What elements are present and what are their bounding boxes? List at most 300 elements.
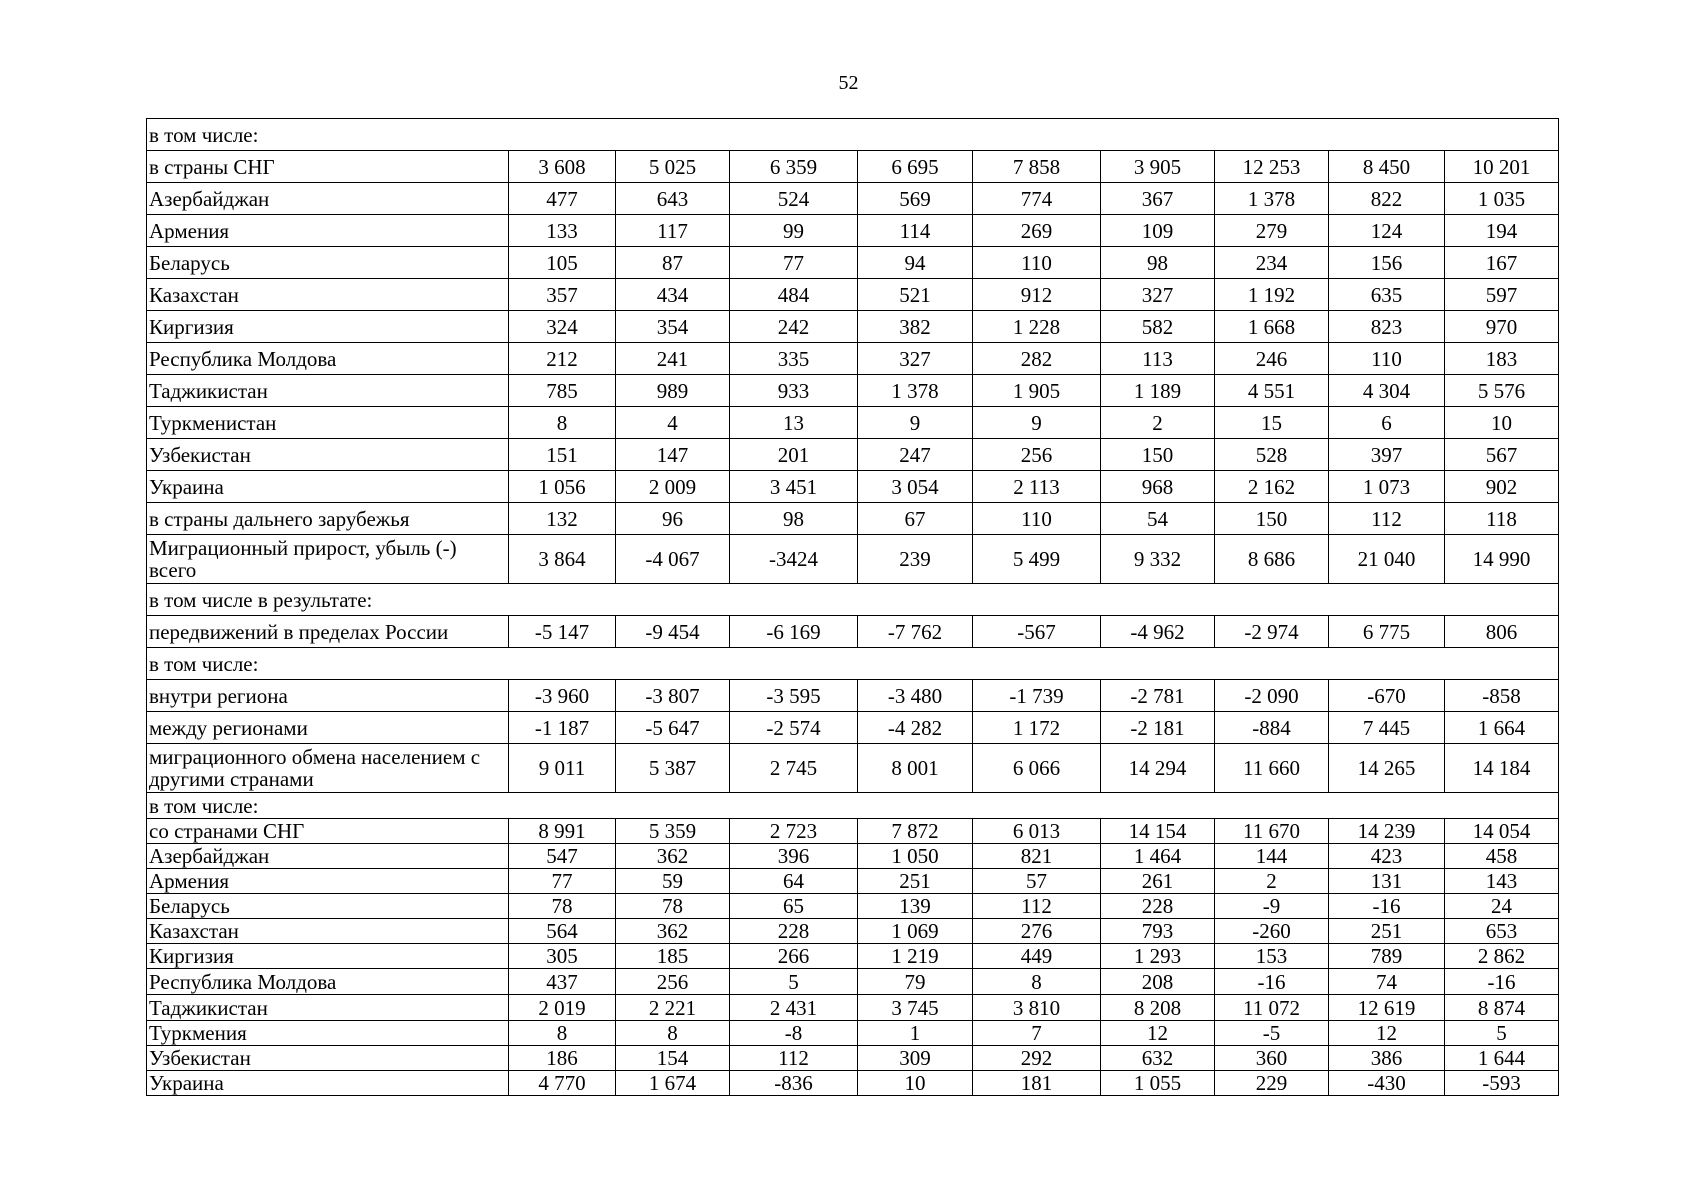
value-cell: 912 xyxy=(973,279,1101,311)
value-cell: 2 745 xyxy=(730,744,858,793)
value-cell: 14 294 xyxy=(1101,744,1215,793)
value-cell: 6 695 xyxy=(858,151,973,183)
value-cell: 14 154 xyxy=(1101,819,1215,844)
value-cell: 397 xyxy=(1329,439,1445,471)
value-cell: 77 xyxy=(730,247,858,279)
table-row xyxy=(147,995,1559,1021)
value-cell: 109 xyxy=(1101,215,1215,247)
value-cell: 65 xyxy=(730,894,858,919)
value-cell: 653 xyxy=(1445,919,1559,944)
value-cell: 2 162 xyxy=(1215,471,1329,503)
section-row xyxy=(147,119,1559,151)
value-cell: 9 332 xyxy=(1101,535,1215,584)
value-cell: 5 xyxy=(730,969,858,995)
table-row xyxy=(147,215,1559,247)
value-cell: 643 xyxy=(616,183,730,215)
value-cell: 2 xyxy=(1215,869,1329,894)
value-cell: 12 619 xyxy=(1329,995,1445,1021)
value-cell: 139 xyxy=(858,894,973,919)
migration-table xyxy=(146,118,1559,1096)
value-cell: 1 228 xyxy=(973,311,1101,343)
value-cell: 567 xyxy=(1445,439,1559,471)
table-row xyxy=(147,247,1559,279)
value-cell: 282 xyxy=(973,343,1101,375)
table-row xyxy=(147,844,1559,869)
value-cell: 87 xyxy=(616,247,730,279)
table-row xyxy=(147,535,1559,584)
value-cell: 327 xyxy=(1101,279,1215,311)
value-cell: 144 xyxy=(1215,844,1329,869)
row-label: внутри региона xyxy=(147,680,509,712)
value-cell: 1 905 xyxy=(973,375,1101,407)
value-cell: 105 xyxy=(509,247,616,279)
value-cell: 24 xyxy=(1445,894,1559,919)
table-row xyxy=(147,407,1559,439)
row-label: Беларусь xyxy=(147,247,509,279)
value-cell: 261 xyxy=(1101,869,1215,894)
value-cell: 367 xyxy=(1101,183,1215,215)
value-cell: 67 xyxy=(858,503,973,535)
value-cell: 110 xyxy=(973,503,1101,535)
value-cell: 933 xyxy=(730,375,858,407)
value-cell: 242 xyxy=(730,311,858,343)
value-cell: 635 xyxy=(1329,279,1445,311)
value-cell: -4 962 xyxy=(1101,616,1215,648)
value-cell: 1 035 xyxy=(1445,183,1559,215)
value-cell: 269 xyxy=(973,215,1101,247)
value-cell: 6 359 xyxy=(730,151,858,183)
value-cell: 153 xyxy=(1215,944,1329,969)
value-cell: 279 xyxy=(1215,215,1329,247)
row-label: Миграционный прирост, убыль (-) всего xyxy=(147,535,509,584)
section-label: в том числе в результате: xyxy=(147,584,1559,616)
table-row xyxy=(147,183,1559,215)
section-row xyxy=(147,793,1559,819)
value-cell: 10 xyxy=(1445,407,1559,439)
value-cell: 7 xyxy=(973,1021,1101,1046)
value-cell: -6 169 xyxy=(730,616,858,648)
value-cell: 806 xyxy=(1445,616,1559,648)
table-row xyxy=(147,471,1559,503)
value-cell: 6 066 xyxy=(973,744,1101,793)
value-cell: 21 040 xyxy=(1329,535,1445,584)
value-cell: 228 xyxy=(1101,894,1215,919)
value-cell: 1 674 xyxy=(616,1071,730,1096)
value-cell: 98 xyxy=(730,503,858,535)
value-cell: 118 xyxy=(1445,503,1559,535)
value-cell: 234 xyxy=(1215,247,1329,279)
value-cell: 10 201 xyxy=(1445,151,1559,183)
value-cell: 362 xyxy=(616,844,730,869)
row-label: Республика Молдова xyxy=(147,343,509,375)
table-row xyxy=(147,503,1559,535)
section-row xyxy=(147,584,1559,616)
value-cell: 276 xyxy=(973,919,1101,944)
value-cell: 8 001 xyxy=(858,744,973,793)
value-cell: 597 xyxy=(1445,279,1559,311)
value-cell: 3 745 xyxy=(858,995,973,1021)
section-label: в том числе: xyxy=(147,648,1559,680)
value-cell: 1 378 xyxy=(1215,183,1329,215)
row-label: миграционного обмена населением с другими странами xyxy=(147,744,509,793)
row-label: Армения xyxy=(147,215,509,247)
value-cell: 181 xyxy=(973,1071,1101,1096)
row-label: Туркменистан xyxy=(147,407,509,439)
table-row xyxy=(147,279,1559,311)
table-row xyxy=(147,680,1559,712)
row-label: Армения xyxy=(147,869,509,894)
table-row xyxy=(147,1021,1559,1046)
table-row xyxy=(147,919,1559,944)
value-cell: 382 xyxy=(858,311,973,343)
value-cell: 112 xyxy=(973,894,1101,919)
value-cell: 7 445 xyxy=(1329,712,1445,744)
table-row xyxy=(147,969,1559,995)
value-cell: 305 xyxy=(509,944,616,969)
value-cell: 437 xyxy=(509,969,616,995)
value-cell: 2 723 xyxy=(730,819,858,844)
value-cell: 2 xyxy=(1101,407,1215,439)
value-cell: 6 xyxy=(1329,407,1445,439)
value-cell: 112 xyxy=(1329,503,1445,535)
value-cell: 582 xyxy=(1101,311,1215,343)
value-cell: 822 xyxy=(1329,183,1445,215)
value-cell: 521 xyxy=(858,279,973,311)
value-cell: 132 xyxy=(509,503,616,535)
value-cell: -3 595 xyxy=(730,680,858,712)
value-cell: 8 686 xyxy=(1215,535,1329,584)
row-label: Киргизия xyxy=(147,311,509,343)
value-cell: 150 xyxy=(1101,439,1215,471)
value-cell: 239 xyxy=(858,535,973,584)
value-cell: 256 xyxy=(616,969,730,995)
value-cell: 360 xyxy=(1215,1046,1329,1071)
value-cell: -8 xyxy=(730,1021,858,1046)
row-label: в страны СНГ xyxy=(147,151,509,183)
value-cell: 266 xyxy=(730,944,858,969)
value-cell: 11 072 xyxy=(1215,995,1329,1021)
value-cell: 8 xyxy=(509,1021,616,1046)
value-cell: 8 xyxy=(616,1021,730,1046)
value-cell: 3 864 xyxy=(509,535,616,584)
value-cell: 6 013 xyxy=(973,819,1101,844)
value-cell: 114 xyxy=(858,215,973,247)
value-cell: -4 282 xyxy=(858,712,973,744)
value-cell: 564 xyxy=(509,919,616,944)
value-cell: 2 019 xyxy=(509,995,616,1021)
value-cell: 434 xyxy=(616,279,730,311)
value-cell: 484 xyxy=(730,279,858,311)
value-cell: 110 xyxy=(1329,343,1445,375)
value-cell: 8 xyxy=(509,407,616,439)
value-cell: 117 xyxy=(616,215,730,247)
value-cell: 78 xyxy=(616,894,730,919)
value-cell: 201 xyxy=(730,439,858,471)
value-cell: 2 431 xyxy=(730,995,858,1021)
value-cell: 528 xyxy=(1215,439,1329,471)
value-cell: 3 608 xyxy=(509,151,616,183)
value-cell: 154 xyxy=(616,1046,730,1071)
value-cell: 1 192 xyxy=(1215,279,1329,311)
row-label: Азербайджан xyxy=(147,844,509,869)
value-cell: 1 464 xyxy=(1101,844,1215,869)
value-cell: 354 xyxy=(616,311,730,343)
value-cell: 4 770 xyxy=(509,1071,616,1096)
value-cell: 362 xyxy=(616,919,730,944)
value-cell: 59 xyxy=(616,869,730,894)
value-cell: 241 xyxy=(616,343,730,375)
value-cell: 8 450 xyxy=(1329,151,1445,183)
value-cell: 1 664 xyxy=(1445,712,1559,744)
value-cell: -16 xyxy=(1445,969,1559,995)
value-cell: 229 xyxy=(1215,1071,1329,1096)
value-cell: 3 905 xyxy=(1101,151,1215,183)
value-cell: 1 069 xyxy=(858,919,973,944)
value-cell: 12 xyxy=(1101,1021,1215,1046)
value-cell: -567 xyxy=(973,616,1101,648)
value-cell: 78 xyxy=(509,894,616,919)
value-cell: 4 304 xyxy=(1329,375,1445,407)
value-cell: 77 xyxy=(509,869,616,894)
value-cell: -7 762 xyxy=(858,616,973,648)
value-cell: 57 xyxy=(973,869,1101,894)
row-label: Беларусь xyxy=(147,894,509,919)
value-cell: 309 xyxy=(858,1046,973,1071)
value-cell: 15 xyxy=(1215,407,1329,439)
table-row xyxy=(147,151,1559,183)
value-cell: -593 xyxy=(1445,1071,1559,1096)
value-cell: 547 xyxy=(509,844,616,869)
table-row xyxy=(147,1071,1559,1096)
value-cell: -3 960 xyxy=(509,680,616,712)
value-cell: 98 xyxy=(1101,247,1215,279)
value-cell: 821 xyxy=(973,844,1101,869)
table-row xyxy=(147,343,1559,375)
value-cell: -16 xyxy=(1329,894,1445,919)
value-cell: -3 807 xyxy=(616,680,730,712)
table-row xyxy=(147,311,1559,343)
row-label: Азербайджан xyxy=(147,183,509,215)
value-cell: -9 xyxy=(1215,894,1329,919)
value-cell: -4 067 xyxy=(616,535,730,584)
value-cell: 2 221 xyxy=(616,995,730,1021)
table-body xyxy=(147,119,1559,1096)
value-cell: 13 xyxy=(730,407,858,439)
value-cell: 2 009 xyxy=(616,471,730,503)
value-cell: 14 990 xyxy=(1445,535,1559,584)
value-cell: 4 551 xyxy=(1215,375,1329,407)
value-cell: 3 054 xyxy=(858,471,973,503)
value-cell: 396 xyxy=(730,844,858,869)
value-cell: -16 xyxy=(1215,969,1329,995)
value-cell: 423 xyxy=(1329,844,1445,869)
value-cell: 8 874 xyxy=(1445,995,1559,1021)
value-cell: 150 xyxy=(1215,503,1329,535)
value-cell: 247 xyxy=(858,439,973,471)
value-cell: 5 576 xyxy=(1445,375,1559,407)
value-cell: 5 xyxy=(1445,1021,1559,1046)
value-cell: 11 670 xyxy=(1215,819,1329,844)
value-cell: 1 668 xyxy=(1215,311,1329,343)
value-cell: -5 147 xyxy=(509,616,616,648)
row-label: Казахстан xyxy=(147,279,509,311)
value-cell: 477 xyxy=(509,183,616,215)
value-cell: 9 xyxy=(858,407,973,439)
value-cell: 79 xyxy=(858,969,973,995)
value-cell: 110 xyxy=(973,247,1101,279)
value-cell: 14 239 xyxy=(1329,819,1445,844)
value-cell: 74 xyxy=(1329,969,1445,995)
value-cell: 1 172 xyxy=(973,712,1101,744)
value-cell: -9 454 xyxy=(616,616,730,648)
value-cell: 151 xyxy=(509,439,616,471)
row-label: между регионами xyxy=(147,712,509,744)
value-cell: 124 xyxy=(1329,215,1445,247)
row-label: передвижений в пределах России xyxy=(147,616,509,648)
value-cell: -1 187 xyxy=(509,712,616,744)
value-cell: 186 xyxy=(509,1046,616,1071)
value-cell: 1 189 xyxy=(1101,375,1215,407)
value-cell: 1 219 xyxy=(858,944,973,969)
value-cell: 3 451 xyxy=(730,471,858,503)
value-cell: -2 974 xyxy=(1215,616,1329,648)
value-cell: 793 xyxy=(1101,919,1215,944)
row-label: Узбекистан xyxy=(147,439,509,471)
row-label: Туркмения xyxy=(147,1021,509,1046)
value-cell: 7 858 xyxy=(973,151,1101,183)
value-cell: -2 781 xyxy=(1101,680,1215,712)
value-cell: -884 xyxy=(1215,712,1329,744)
row-label: Таджикистан xyxy=(147,375,509,407)
value-cell: 6 775 xyxy=(1329,616,1445,648)
value-cell: 449 xyxy=(973,944,1101,969)
value-cell: 147 xyxy=(616,439,730,471)
value-cell: 246 xyxy=(1215,343,1329,375)
value-cell: 208 xyxy=(1101,969,1215,995)
value-cell: 54 xyxy=(1101,503,1215,535)
row-label: в страны дальнего зарубежья xyxy=(147,503,509,535)
value-cell: 133 xyxy=(509,215,616,247)
value-cell: 8 991 xyxy=(509,819,616,844)
row-label: Таджикистан xyxy=(147,995,509,1021)
value-cell: 212 xyxy=(509,343,616,375)
value-cell: 335 xyxy=(730,343,858,375)
value-cell: 1 073 xyxy=(1329,471,1445,503)
value-cell: 96 xyxy=(616,503,730,535)
row-label: со странами СНГ xyxy=(147,819,509,844)
row-label: Украина xyxy=(147,1071,509,1096)
value-cell: 357 xyxy=(509,279,616,311)
value-cell: 113 xyxy=(1101,343,1215,375)
table-row xyxy=(147,944,1559,969)
value-cell: 251 xyxy=(1329,919,1445,944)
value-cell: 14 184 xyxy=(1445,744,1559,793)
value-cell: 1 050 xyxy=(858,844,973,869)
value-cell: 7 872 xyxy=(858,819,973,844)
row-label: Казахстан xyxy=(147,919,509,944)
table-row xyxy=(147,1046,1559,1071)
table-row xyxy=(147,616,1559,648)
value-cell: 12 253 xyxy=(1215,151,1329,183)
value-cell: -836 xyxy=(730,1071,858,1096)
section-label: в том числе: xyxy=(147,793,1559,819)
value-cell: 183 xyxy=(1445,343,1559,375)
value-cell: 774 xyxy=(973,183,1101,215)
value-cell: 823 xyxy=(1329,311,1445,343)
value-cell: 8 xyxy=(973,969,1101,995)
value-cell: 327 xyxy=(858,343,973,375)
section-row xyxy=(147,648,1559,680)
page-number: 52 xyxy=(838,72,859,94)
value-cell: 785 xyxy=(509,375,616,407)
value-cell: 185 xyxy=(616,944,730,969)
value-cell: -670 xyxy=(1329,680,1445,712)
value-cell: 4 xyxy=(616,407,730,439)
table-row xyxy=(147,439,1559,471)
value-cell: 1 644 xyxy=(1445,1046,1559,1071)
value-cell: -1 739 xyxy=(973,680,1101,712)
value-cell: 1 xyxy=(858,1021,973,1046)
value-cell: 5 025 xyxy=(616,151,730,183)
value-cell: -430 xyxy=(1329,1071,1445,1096)
value-cell: 9 xyxy=(973,407,1101,439)
value-cell: -5 xyxy=(1215,1021,1329,1046)
value-cell: 3 810 xyxy=(973,995,1101,1021)
value-cell: 1 055 xyxy=(1101,1071,1215,1096)
value-cell: 167 xyxy=(1445,247,1559,279)
value-cell: 10 xyxy=(858,1071,973,1096)
value-cell: -2 574 xyxy=(730,712,858,744)
table-row xyxy=(147,375,1559,407)
value-cell: 5 499 xyxy=(973,535,1101,584)
value-cell: 632 xyxy=(1101,1046,1215,1071)
table-row xyxy=(147,744,1559,793)
value-cell: 14 054 xyxy=(1445,819,1559,844)
value-cell: 194 xyxy=(1445,215,1559,247)
value-cell: 5 359 xyxy=(616,819,730,844)
value-cell: -858 xyxy=(1445,680,1559,712)
value-cell: 386 xyxy=(1329,1046,1445,1071)
value-cell: 989 xyxy=(616,375,730,407)
value-cell: 5 387 xyxy=(616,744,730,793)
value-cell: 99 xyxy=(730,215,858,247)
value-cell: 8 208 xyxy=(1101,995,1215,1021)
value-cell: 156 xyxy=(1329,247,1445,279)
value-cell: 2 862 xyxy=(1445,944,1559,969)
row-label: Узбекистан xyxy=(147,1046,509,1071)
section-label: в том числе: xyxy=(147,119,1559,151)
value-cell: 251 xyxy=(858,869,973,894)
value-cell: 64 xyxy=(730,869,858,894)
row-label: Киргизия xyxy=(147,944,509,969)
table-row xyxy=(147,894,1559,919)
value-cell: 94 xyxy=(858,247,973,279)
value-cell: 458 xyxy=(1445,844,1559,869)
table-row xyxy=(147,869,1559,894)
value-cell: 1 293 xyxy=(1101,944,1215,969)
value-cell: 112 xyxy=(730,1046,858,1071)
value-cell: 569 xyxy=(858,183,973,215)
value-cell: -2 181 xyxy=(1101,712,1215,744)
value-cell: -3424 xyxy=(730,535,858,584)
value-cell: 228 xyxy=(730,919,858,944)
value-cell: 131 xyxy=(1329,869,1445,894)
value-cell: 256 xyxy=(973,439,1101,471)
value-cell: 292 xyxy=(973,1046,1101,1071)
row-label: Республика Молдова xyxy=(147,969,509,995)
value-cell: 14 265 xyxy=(1329,744,1445,793)
value-cell: 1 056 xyxy=(509,471,616,503)
